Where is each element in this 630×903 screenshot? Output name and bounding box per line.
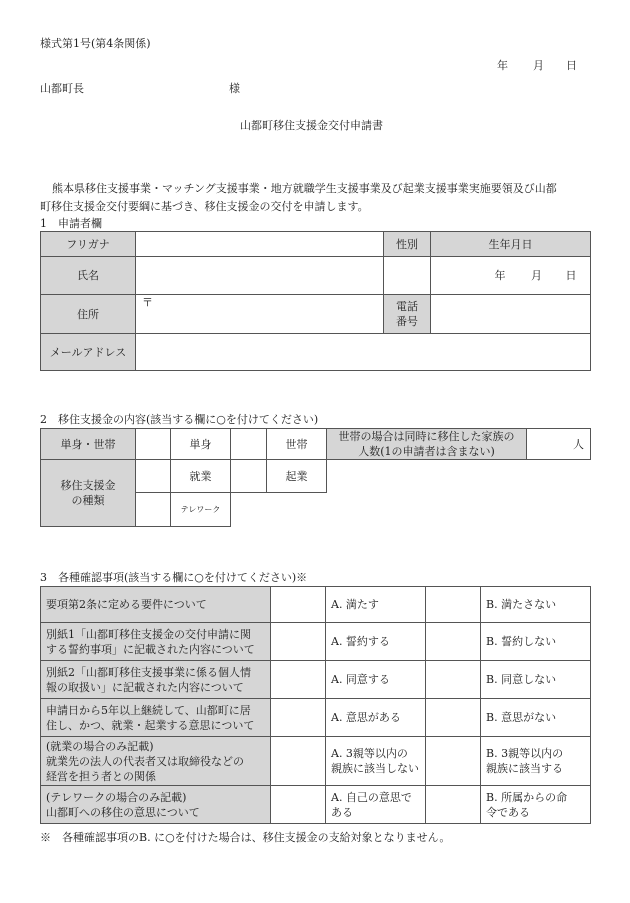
date-year-label: 年 (497, 59, 508, 72)
confirm-a-label-2: A. 誓約する (326, 623, 426, 661)
employment-label: 就業 (171, 460, 231, 493)
type-label-line2: の種類 (71, 494, 105, 507)
confirm-a-check-4[interactable] (271, 699, 326, 737)
confirm-b-label-6: B. 所属からの命 令である (481, 786, 591, 824)
date-month-label: 月 (533, 59, 544, 72)
single-label: 単身 (171, 429, 231, 460)
birth-month-label: 月 (531, 269, 542, 282)
confirm-item-3: 別紙2「山都町移住支援事業に係る個人情 報の取扱い」に記載された内容について (41, 661, 271, 699)
phone-label (384, 295, 431, 334)
family-note-line2: 人数(1の申請者は含まない) (358, 445, 495, 458)
confirm-b-check-5[interactable] (426, 737, 481, 786)
confirm-b-label-2: B. 誓約しない (481, 623, 591, 661)
confirm-a-check-1[interactable] (271, 587, 326, 623)
confirm-a-label-5: A. 3親等以内の 親族に該当しない (326, 737, 426, 786)
family-note-line1: 世帯の場合は同時に移住した家族の (338, 430, 515, 443)
blank-area (327, 460, 591, 527)
furigana-input[interactable] (136, 232, 384, 257)
section1-heading: 1 申請者欄 (40, 217, 102, 230)
household-check-cell[interactable] (231, 429, 267, 460)
furigana-label: フリガナ (41, 232, 136, 257)
confirm-a-label-3: A. 同意する (326, 661, 426, 699)
address-label: 住所 (41, 295, 136, 334)
form-number: 様式第1号(第4条関係) (40, 37, 151, 50)
confirm-item-4: 申請日から5年以上継続して、山都町に居 住し、かつ、就業・起業する意思について (41, 699, 271, 737)
family-count-note (327, 429, 527, 460)
postal-mark: 〒 (142, 296, 153, 309)
section3-heading: 3 各種確認事項(該当する欄に○を付けてください)※ (40, 571, 308, 584)
confirm-item-1: 要項第2条に定める要件について (41, 587, 271, 623)
confirm-b-label-1: B. 満たさない (481, 587, 591, 623)
birthdate-label: 生年月日 (431, 232, 591, 257)
confirm-b-check-4[interactable] (426, 699, 481, 737)
gender-input[interactable] (384, 257, 431, 295)
intro-line-1: 熊本県移住支援事業・マッチング支援事業・地方就職学生支援事業及び起業支援事業実施要領及び山都 (52, 182, 557, 195)
email-input[interactable] (136, 334, 591, 371)
footnote: ※ 各種確認事項のB. に○を付けた場合は、移住支援金の支給対象となりません。 (40, 831, 451, 844)
confirm-item-2: 別紙1「山都町移住支援金の交付申請に関 する誓約事項」に記載された内容について (41, 623, 271, 661)
phone-input[interactable] (431, 295, 591, 334)
confirm-a-check-3[interactable] (271, 661, 326, 699)
name-label: 氏名 (41, 257, 136, 295)
confirm-item-6: (テレワークの場合のみ記載) 山都町への移住の意思について (41, 786, 271, 824)
blank-area-2 (231, 493, 327, 527)
section2-heading: 2 移住支援金の内容(該当する欄に○を付けてください) (40, 413, 319, 426)
phone-label-line1: 電話 (396, 300, 418, 313)
employment-check-cell[interactable] (136, 460, 171, 493)
addressee: 山都町長 (40, 82, 84, 95)
confirm-a-label-1: A. 満たす (326, 587, 426, 623)
confirm-item-5: (就業の場合のみ記載) 就業先の法人の代表者又は取締役などの 経営を担う者との関係 (41, 737, 271, 786)
confirm-b-label-3: B. 同意しない (481, 661, 591, 699)
startup-check-cell[interactable] (231, 460, 267, 493)
birth-year-label: 年 (494, 269, 506, 282)
confirm-a-check-5[interactable] (271, 737, 326, 786)
family-count-input[interactable] (527, 429, 591, 460)
address-input[interactable] (136, 295, 384, 334)
gender-label: 性別 (384, 232, 431, 257)
confirm-a-label-4: A. 意思がある (326, 699, 426, 737)
confirm-b-label-4: B. 意思がない (481, 699, 591, 737)
telework-check-cell[interactable] (136, 493, 171, 527)
confirm-b-check-2[interactable] (426, 623, 481, 661)
confirm-b-label-5: B. 3親等以内の 親族に該当する (481, 737, 591, 786)
confirm-a-check-2[interactable] (271, 623, 326, 661)
single-check-cell[interactable] (136, 429, 171, 460)
confirm-a-label-6: A. 自己の意思で ある (326, 786, 426, 824)
applicant-table (40, 231, 591, 371)
name-input[interactable] (136, 257, 384, 295)
birth-day-label: 日 (565, 269, 577, 282)
support-type-label (41, 460, 136, 527)
confirm-b-check-6[interactable] (426, 786, 481, 824)
confirm-b-check-1[interactable] (426, 587, 481, 623)
startup-label: 起業 (267, 460, 327, 493)
email-label: メールアドレス (41, 334, 136, 371)
household-option-label: 世帯 (267, 429, 327, 460)
confirm-a-check-6[interactable] (271, 786, 326, 824)
confirm-b-check-3[interactable] (426, 661, 481, 699)
type-label-line1: 移住支援金 (60, 479, 116, 492)
household-label: 単身・世帯 (41, 429, 136, 460)
support-type-table (40, 428, 591, 527)
persons-unit: 人 (573, 437, 584, 451)
addressee-honorific: 様 (229, 82, 240, 95)
birthdate-input[interactable] (431, 257, 591, 295)
confirmation-table (40, 586, 591, 824)
phone-label-line2: 番号 (396, 315, 418, 328)
telework-label: テレワーク (171, 493, 231, 527)
date-day-label: 日 (566, 59, 577, 72)
intro-line-2: 町移住支援金交付要綱に基づき、移住支援金の交付を申請します。 (40, 200, 369, 213)
document-title: 山都町移住支援金交付申請書 (240, 119, 383, 132)
